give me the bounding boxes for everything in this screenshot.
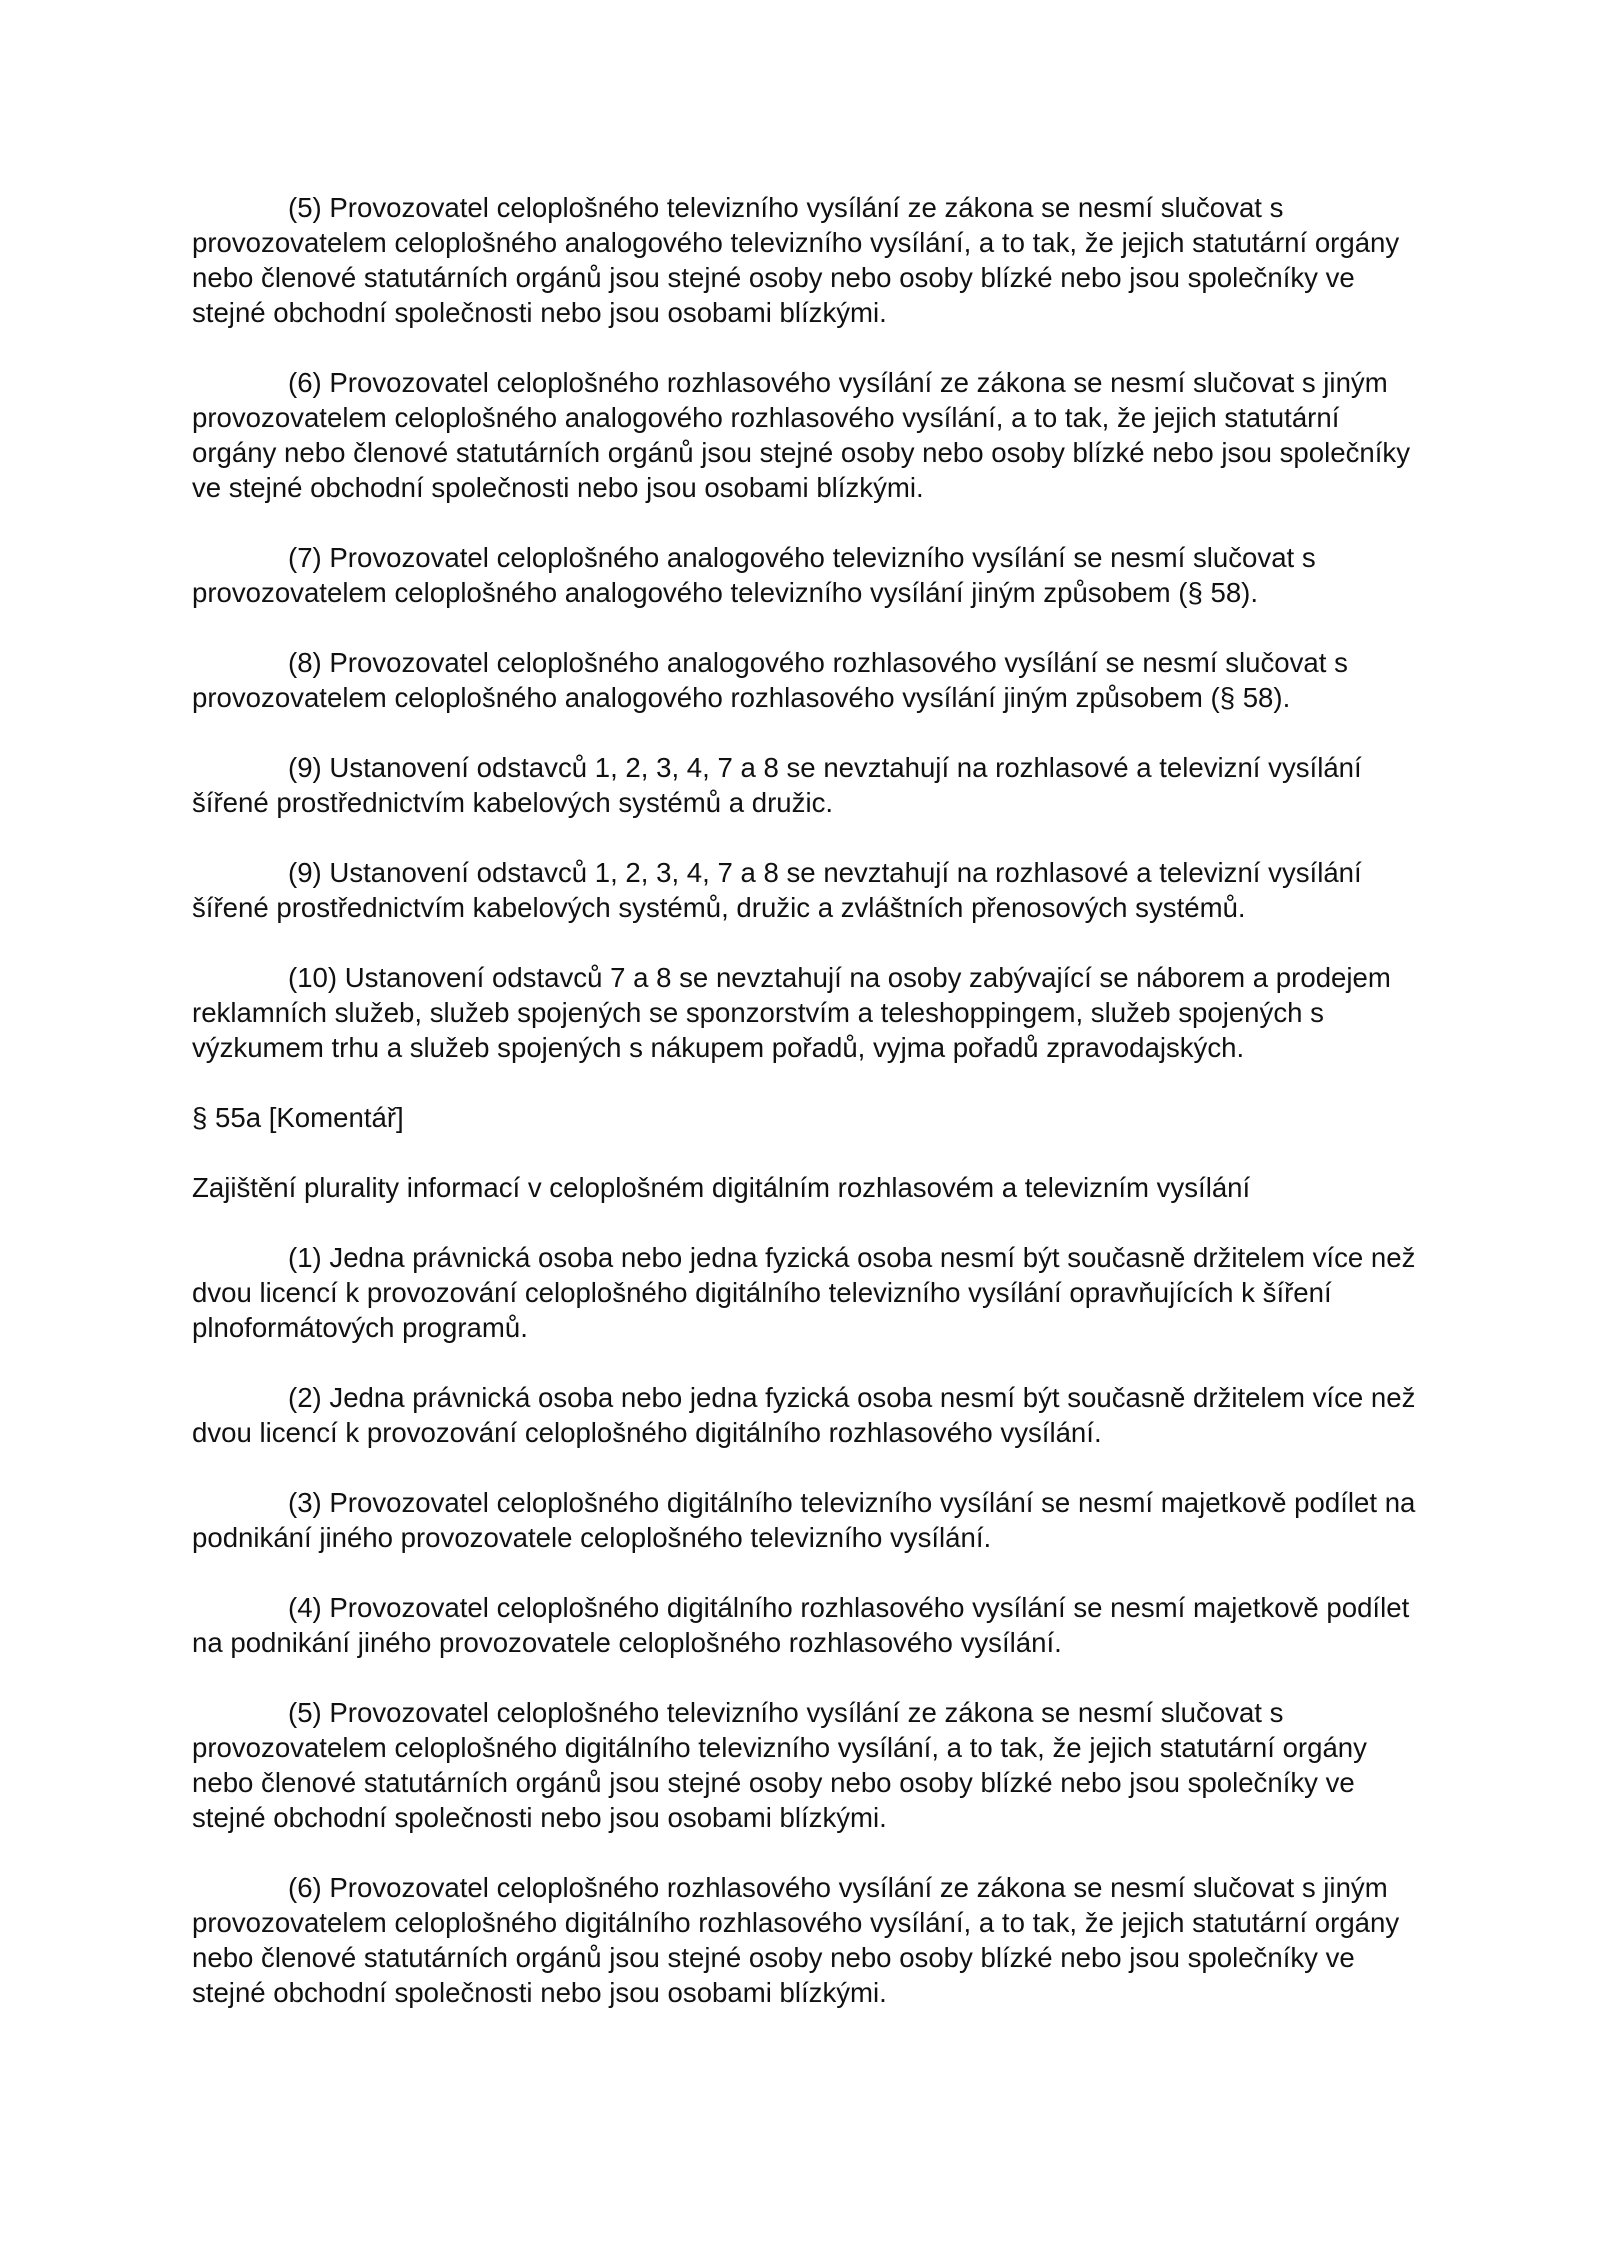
- paragraph-3-digital-tv-ownership: (3) Provozovatel celoplošného digitálního televizního vysílání se nesmí majetkově podílet na podnikání jiného provozovatele celoplošného televizního vysílání.: [192, 1487, 1416, 1553]
- paragraph-7-analog-tv: (7) Provozovatel celoplošného analogového televizního vysílání se nesmí slučovat s provozovatelem celoplošného analogového televizního vysílání jiným způsobem (§ 58).: [192, 542, 1316, 608]
- paragraph-8-analog-radio: (8) Provozovatel celoplošného analogového rozhlasového vysílání se nesmí slučovat s provozovatelem celoplošného analogového rozhlasového vysílání jiným způsobem (§ 58).: [192, 647, 1348, 713]
- paragraph-5-tv-merger: (5) Provozovatel celoplošného televizního vysílání ze zákona se nesmí slučovat s provozovatelem celoplošného analogového televizního vysílání, a to tak, že jejich statutární orgány nebo členové statutárních orgánů jsou stejné osoby nebo osoby blízké nebo jsou společníky ve stejné obchodní společnosti nebo jsou osobami blízkými.: [192, 192, 1400, 328]
- section-heading-55a: § 55a [Komentář]: [192, 1102, 404, 1133]
- paragraph-10-exceptions: (10) Ustanovení odstavců 7 a 8 se nevztahují na osoby zabývající se náborem a prodejem reklamních služeb, služeb spojených se sponzorstvím a teleshoppingem, služeb spojených s výzkumem trhu a služeb spojených s nákupem pořadů, vyjma pořadů zpravodajských.: [192, 962, 1391, 1063]
- paragraph-9-cable-satellite: (9) Ustanovení odstavců 1, 2, 3, 4, 7 a 8 se nevztahují na rozhlasové a televizní vysílání šířené prostřednictvím kabelových systémů a družic.: [192, 752, 1362, 818]
- paragraph-6-digital-radio-merger: (6) Provozovatel celoplošného rozhlasového vysílání ze zákona se nesmí slučovat s jiným provozovatelem celoplošného digitálního rozhlasového vysílání, a to tak, že jejich statutární orgány nebo členové statutárních orgánů jsou stejné osoby nebo osoby blízké nebo jsou společníky ve stejné obchodní společnosti nebo jsou osobami blízkými.: [192, 1872, 1400, 2008]
- paragraph-6-radio-merger: (6) Provozovatel celoplošného rozhlasového vysílání ze zákona se nesmí slučovat s jiným provozovatelem celoplošného analogového rozhlasového vysílání, a to tak, že jejich statutární orgány nebo členové statutárních orgánů jsou stejné osoby nebo osoby blízké nebo jsou společníky ve stejné obchodní společnosti nebo jsou osobami blízkými.: [192, 367, 1410, 503]
- paragraph-4-digital-radio-ownership: (4) Provozovatel celoplošného digitálního rozhlasového vysílání se nesmí majetkově podílet na podnikání jiného provozovatele celoplošného rozhlasového vysílání.: [192, 1592, 1410, 1658]
- document-page: [192, 190, 1422, 2045]
- paragraph-2-digital-radio-licences: (2) Jedna právnická osoba nebo jedna fyzická osoba nesmí být současně držitelem více než dvou licencí k provozování celoplošného digitálního rozhlasového vysílání.: [192, 1382, 1416, 1448]
- paragraph-1-digital-tv-licences: (1) Jedna právnická osoba nebo jedna fyzická osoba nesmí být současně držitelem více než dvou licencí k provozování celoplošného digitálního televizního vysílání opravňujících k šíření plnoformátových programů.: [192, 1242, 1416, 1343]
- section-title-plurality: Zajištění plurality informací v celoplošném digitálním rozhlasovém a televizním vysílání: [192, 1172, 1251, 1203]
- paragraph-5-digital-tv-merger: (5) Provozovatel celoplošného televizního vysílání ze zákona se nesmí slučovat s provozovatelem celoplošného digitálního televizního vysílání, a to tak, že jejich statutární orgány nebo členové statutárních orgánů jsou stejné osoby nebo osoby blízké nebo jsou společníky ve stejné obchodní společnosti nebo jsou osobami blízkými.: [192, 1697, 1367, 1833]
- paragraph-9-cable-satellite-special: (9) Ustanovení odstavců 1, 2, 3, 4, 7 a 8 se nevztahují na rozhlasové a televizní vysílání šířené prostřednictvím kabelových systémů, družic a zvláštních přenosových systémů.: [192, 857, 1362, 923]
